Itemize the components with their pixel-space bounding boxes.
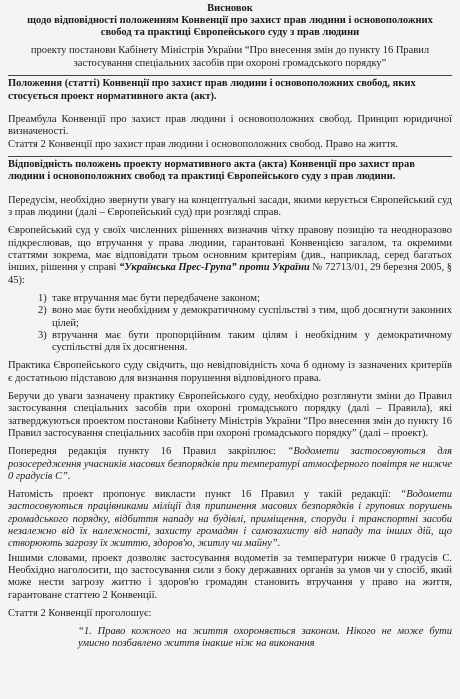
previous-version-intro: Попередня редакція пункту 16 Правил закріплює: xyxy=(8,446,288,458)
criteria-number: 2) xyxy=(38,305,47,317)
case-name: “Українська Прес-Група” проти України xyxy=(119,262,310,274)
criteria-list-item xyxy=(38,330,452,355)
criteria-text: воно має бути необхідним у демократичному суспільстві з тим, щоб досягнути законних цілей; xyxy=(52,305,452,329)
section-divider xyxy=(8,156,452,157)
paragraph-court-criteria-start: Європейський суд у своїх численних рішеннях визначив чітку правову позицію та неодноразово підкреслював, що втручання у права людини, гарантовані Конвенцією загалом, та окремими статтями зокрема, має відповідати трьом основним критеріям (див., наприклад, серед багатьох інших, рішення у справі xyxy=(8,225,452,274)
provisions-article-2: Стаття 2 Конвенції про захист прав людини і основоположних свобод. Право на життя. xyxy=(8,138,398,150)
document-subtitle-line-1: щодо відповідності положенням Конвенції про захист прав людини і основоположних xyxy=(27,15,433,26)
project-reference: проекту постанови Кабінету Міністрів України “Про внесення змін до пункту 16 Правил застосування спеціальних засобів при охороні громадського порядку” xyxy=(30,45,430,69)
heading-compliance: Відповідність положень проекту нормативного акта (акта) Конвенції про захист прав людини і основоположних свобод та практиці Європейського суду з прав людини. xyxy=(8,158,415,183)
previous-version-quote: “Водомети застосовуються для розосередження учасників масових безпорядків при температурі атмосферного повітря не нижче 0 градусів С”. xyxy=(8,446,452,482)
paragraph-intro: Передусім, необхідно звернути увагу на концептуальні засади, якими керується Європейський суд з прав людини (далі – Європейський суд) при розгляді справ. xyxy=(8,194,452,219)
paragraph-conclusion: Іншими словами, проект дозволяє застосування водометів за температури нижче 0 градусів С. Необхідно наголосити, що застосування сили з боку державних органів за умов чи у спосіб, який може нести загрозу життю і здоров'ю громадян становить втручання у право на життя, гарантоване статтею 2 Конвенції. xyxy=(8,552,452,601)
criteria-text: таке втручання має бути передбачене законом; xyxy=(52,292,260,304)
paragraph-new-version xyxy=(8,489,452,550)
paragraph-practice: Практика Європейського суду свідчить, що невідповідність хоча б одному із зазначених критеріїв є достатньою підставою для визнання порушення відповідного права. xyxy=(8,360,452,384)
new-version-quote: “Водомети застосовуються працівниками міліції для припинення масових безпорядків і групових порушень громадського порядку, відбиття нападу на будівлі, приміщення, споруди і транспортні засоби незалежно від їх належності, захисту громадян і самозахисту від нападу та інших дій, що створюють загрозу їх життю, здоров'ю, житлу чи майну”. xyxy=(8,489,452,550)
document-title: Висновок xyxy=(207,3,253,14)
article-2-quote: “1. Право кожного на життя охороняється законом. Нікого не може бути умисно позбавлено життя інакше ніж на виконання xyxy=(78,626,452,650)
section-divider xyxy=(8,75,452,76)
heading-convention-provisions: Положення (статті) Конвенції про захист прав людини і основоположних свобод, яких стосується проект нормативного акта (акт). xyxy=(8,78,416,102)
criteria-number: 3) xyxy=(38,329,47,341)
document-subtitle-line-2: свобод та практиці Європейського суду з прав людини xyxy=(100,27,360,38)
paragraph-previous-version xyxy=(8,446,452,483)
criteria-text: втручання має бути пропорційним таким цілям і необхідним у демократичному суспільстві для їх досягнення. xyxy=(52,329,452,354)
provisions-preamble: Преамбула Конвенції про захист прав людини і основоположних свобод. Принцип юридичної визначеності. xyxy=(8,114,452,138)
new-version-intro: Натомість проект пропонує викласти пункт 16 Правил у такій редакції: xyxy=(8,489,401,501)
paragraph-rules-changes: Беручи до уваги зазначену практику Європейського суду, необхідно розглянути зміни до Правил застосування спеціальних засобів при охороні громадського порядку (далі – Правила), які затверджуються проектом постанови Кабінету Міністрів України “Про внесення змін до пункту 16 Правил застосування спеціальних засобів при охороні громадського порядку” (далі – проект). xyxy=(8,391,452,439)
criteria-list-item xyxy=(38,293,452,305)
paragraph-court-criteria-end: № 72713/01, 29 березня 2005, § 45): xyxy=(8,262,452,286)
criteria-list-item xyxy=(38,305,452,330)
paragraph-court-criteria xyxy=(8,225,452,286)
criteria-number: 1) xyxy=(38,292,47,304)
paragraph-article-2-intro: Стаття 2 Конвенції проголошує: xyxy=(8,607,152,619)
